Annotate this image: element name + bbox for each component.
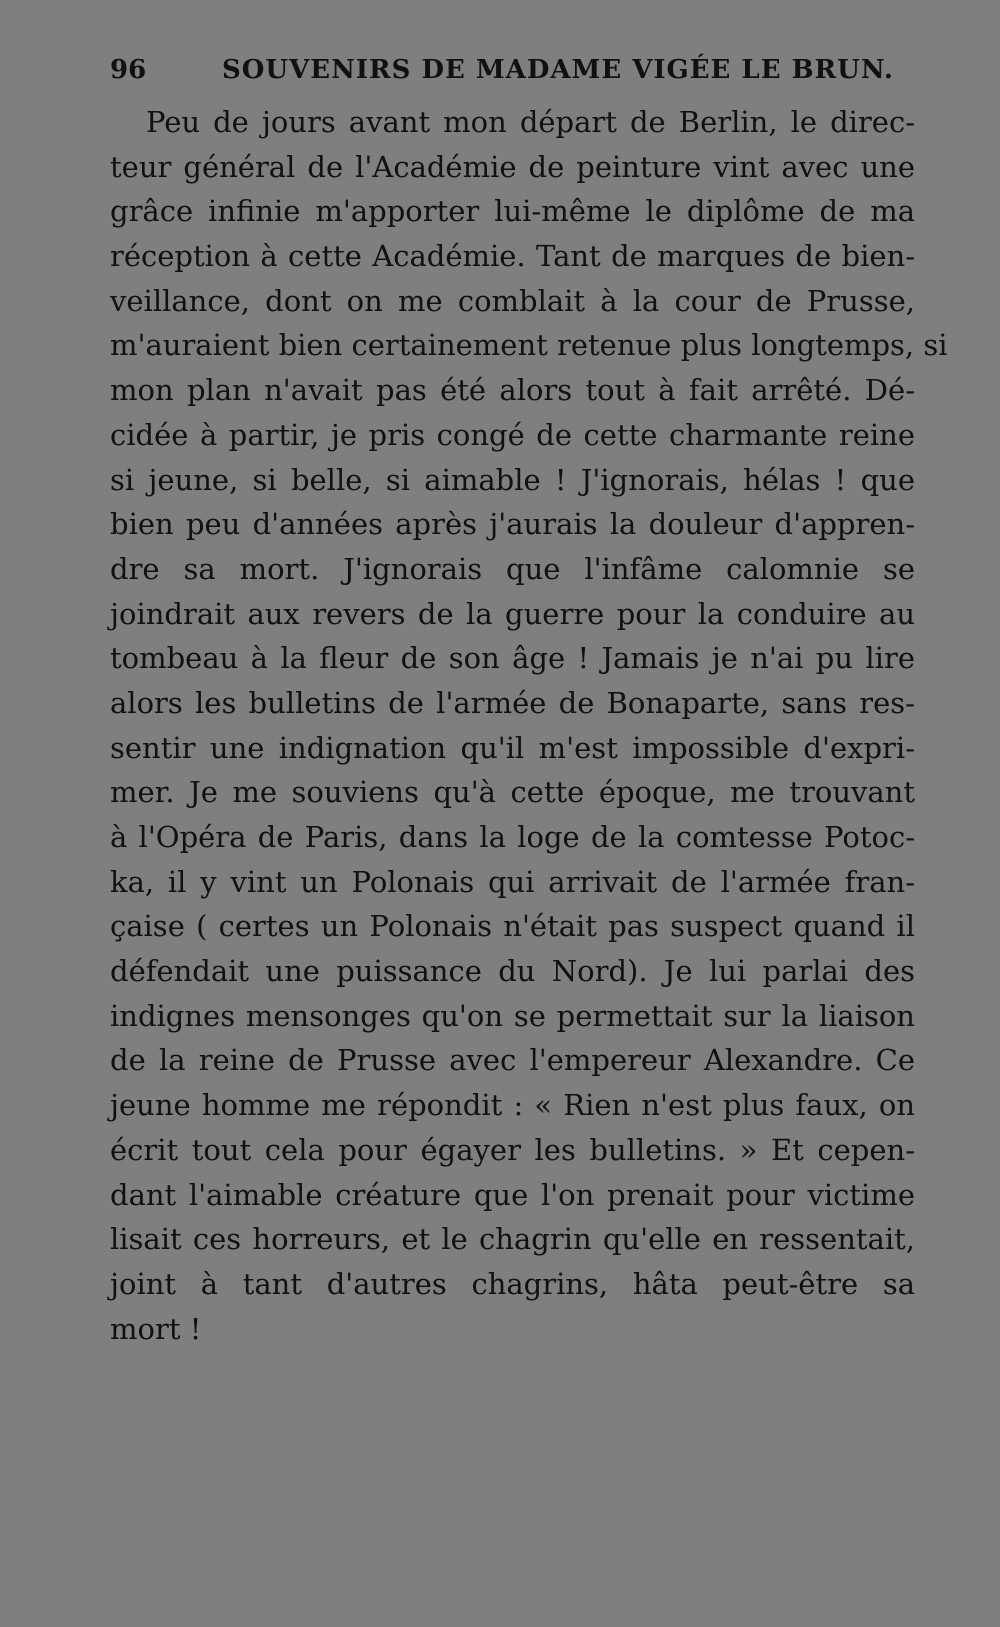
text-line: mort ! — [110, 1311, 202, 1346]
text-line: ka, il y vint un Polonais qui arrivait de l'armée fran- — [110, 864, 915, 899]
text-line: mer. Je me souviens qu'à cette époque, me trouvant — [110, 775, 915, 810]
text-line: Peu de jours avant mon départ de Berlin, le direc- — [146, 105, 915, 139]
page-number: 96 — [110, 55, 147, 85]
body-text — [110, 100, 948, 1351]
text-line: à l'Opéra de Paris, dans la loge de la comtesse Potoc- — [110, 820, 915, 854]
text-line: m'auraient bien certainement retenue plus longtemps, si — [110, 328, 948, 363]
text-line: grâce infinie m'apporter lui-même le diplôme de ma — [110, 194, 915, 229]
text-line: joint à tant d'autres chagrins, hâta peut-être sa — [110, 1266, 915, 1301]
text-line: çaise ( certes un Polonais n'était pas suspect quand il — [110, 909, 915, 944]
text-line: sentir une indignation qu'il m'est impossible d'expri- — [110, 730, 915, 765]
text-line: lisait ces horreurs, et le chagrin qu'elle en ressentait, — [110, 1222, 915, 1257]
text-line: si jeune, si belle, si aimable ! J'ignorais, hélas ! que — [110, 462, 915, 497]
text-line: bien peu d'années après j'aurais la douleur d'appren- — [110, 507, 915, 542]
text-line: tombeau à la fleur de son âge ! Jamais je n'ai pu lire — [110, 641, 915, 676]
text-line: de la reine de Prusse avec l'empereur Alexandre. Ce — [110, 1043, 915, 1078]
text-line: mon plan n'avait pas été alors tout à fait arrêté. Dé- — [110, 373, 915, 408]
text-line: dant l'aimable créature que l'on prenait pour victime — [110, 1177, 915, 1212]
running-header — [110, 52, 910, 88]
text-line: teur général de l'Académie de peinture vint avec une — [110, 149, 915, 184]
text-line: défendait une puissance du Nord). Je lui parlai des — [110, 954, 915, 989]
text-line: réception à cette Académie. Tant de marques de bien- — [110, 239, 915, 274]
text-line: veillance, dont on me comblait à la cour de Prusse, — [110, 283, 915, 318]
text-line: joindrait aux revers de la guerre pour la conduire au — [110, 596, 915, 631]
text-line: jeune homme me répondit : « Rien n'est plus faux, on — [110, 1088, 915, 1123]
text-line: dre sa mort. J'ignorais que l'infâme calomnie se — [110, 551, 915, 586]
text-line: indignes mensonges qu'on se permettait sur la liaison — [110, 998, 915, 1033]
text-line: cidée à partir, je pris congé de cette charmante reine — [110, 417, 915, 452]
text-line: écrit tout cela pour égayer les bulletins. » Et cepen- — [110, 1132, 915, 1167]
running-title: SOUVENIRS DE MADAME VIGÉE LE BRUN. — [222, 55, 894, 85]
text-line: alors les bulletins de l'armée de Bonaparte, sans res- — [110, 685, 915, 720]
